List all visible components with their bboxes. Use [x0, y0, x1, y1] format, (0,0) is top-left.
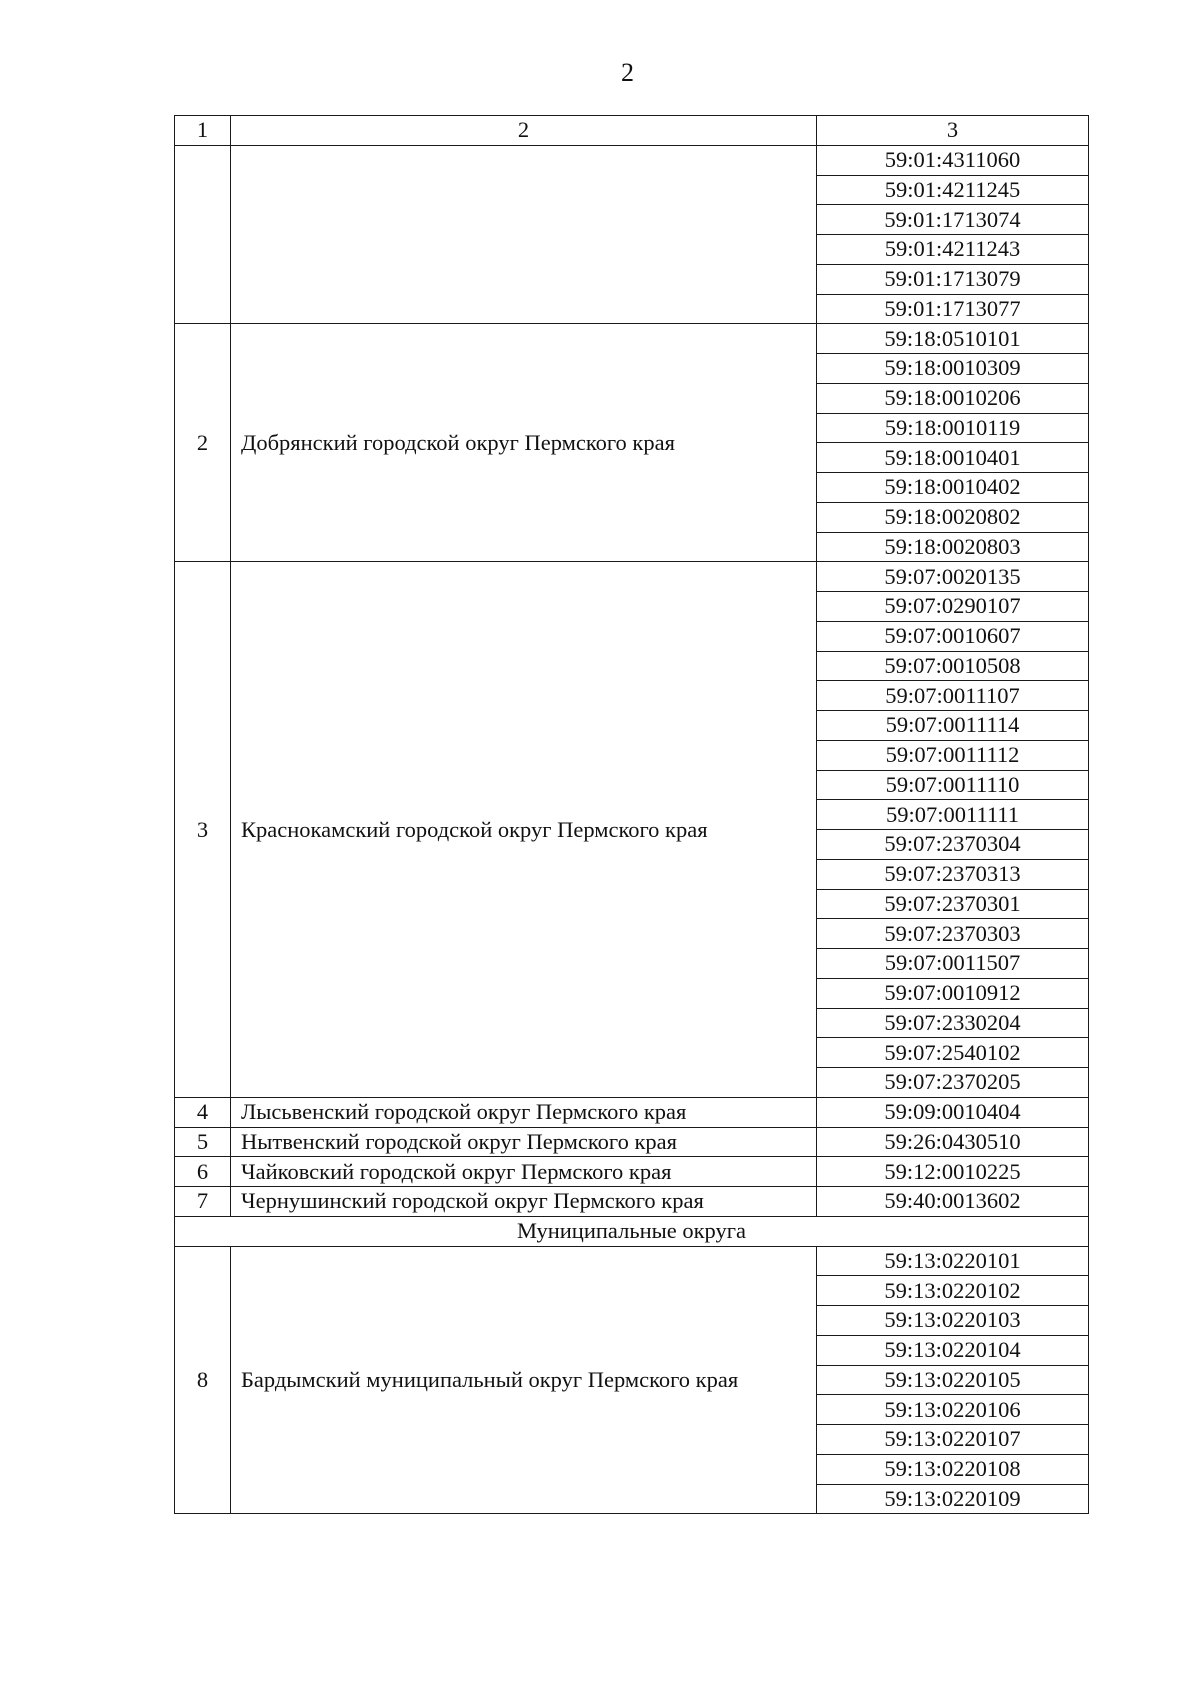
section-row: [175, 1216, 1089, 1246]
table-row: [175, 1127, 1089, 1157]
district-name: Лысьвенский городской округ Пермского края: [231, 1097, 817, 1127]
row-number: 3: [175, 562, 231, 1098]
cadastral-code: 59:07:0011112: [817, 740, 1089, 770]
cadastral-code: 59:07:0011107: [817, 681, 1089, 711]
cadastral-code: 59:01:1713074: [817, 205, 1089, 235]
row-number: [175, 145, 231, 324]
cadastral-code: 59:07:0011507: [817, 949, 1089, 979]
cadastral-code: 59:26:0430510: [817, 1127, 1089, 1157]
cadastral-code: 59:18:0010309: [817, 354, 1089, 384]
header-col-3: 3: [817, 116, 1089, 146]
table-row: [175, 1246, 1089, 1276]
cadastral-code: 59:01:1713079: [817, 264, 1089, 294]
cadastral-code: 59:13:0220106: [817, 1395, 1089, 1425]
cadastral-code: 59:07:0010912: [817, 978, 1089, 1008]
cadastral-code: 59:07:2370301: [817, 889, 1089, 919]
cadastral-code: 59:13:0220102: [817, 1276, 1089, 1306]
district-name: Добрянский городской округ Пермского края: [231, 324, 817, 562]
cadastral-code: 59:18:0010119: [817, 413, 1089, 443]
cadastral-code: 59:13:0220103: [817, 1306, 1089, 1336]
cadastral-code: 59:07:2330204: [817, 1008, 1089, 1038]
cadastral-code: 59:09:0010404: [817, 1097, 1089, 1127]
cadastral-code: 59:13:0220109: [817, 1484, 1089, 1514]
cadastral-code: 59:07:0011114: [817, 711, 1089, 741]
cadastral-code: 59:18:0020803: [817, 532, 1089, 562]
cadastral-code: 59:18:0020802: [817, 502, 1089, 532]
cadastral-code: 59:01:4211245: [817, 175, 1089, 205]
row-number: 7: [175, 1187, 231, 1217]
row-number: 2: [175, 324, 231, 562]
row-number: 4: [175, 1097, 231, 1127]
cadastral-code: 59:07:2370304: [817, 830, 1089, 860]
table-body: [175, 116, 1089, 1514]
header-row: [175, 116, 1089, 146]
header-col-1: 1: [175, 116, 231, 146]
cadastral-code: 59:40:0013602: [817, 1187, 1089, 1217]
cadastral-code: 59:13:0220107: [817, 1425, 1089, 1455]
cadastral-code: 59:13:0220108: [817, 1454, 1089, 1484]
table-row: [175, 1097, 1089, 1127]
table-row: [175, 324, 1089, 354]
cadastral-code: 59:13:0220101: [817, 1246, 1089, 1276]
cadastral-code: 59:18:0010401: [817, 443, 1089, 473]
table-row: [175, 145, 1089, 175]
cadastral-code: 59:07:0020135: [817, 562, 1089, 592]
district-name: [231, 145, 817, 324]
table-row: [175, 1187, 1089, 1217]
cadastral-code: 59:01:4211243: [817, 235, 1089, 265]
district-name: Чайковский городской округ Пермского края: [231, 1157, 817, 1187]
district-name: Нытвенский городской округ Пермского края: [231, 1127, 817, 1157]
cadastral-code: 59:07:0010508: [817, 651, 1089, 681]
header-col-2: 2: [231, 116, 817, 146]
cadastral-table: [174, 115, 1089, 1514]
cadastral-code: 59:07:2370205: [817, 1068, 1089, 1098]
row-number: 6: [175, 1157, 231, 1187]
table-row: [175, 562, 1089, 592]
district-name: Чернушинский городской округ Пермского края: [231, 1187, 817, 1217]
cadastral-code: 59:07:2370303: [817, 919, 1089, 949]
cadastral-code: 59:07:2540102: [817, 1038, 1089, 1068]
page-number: 2: [621, 58, 634, 87]
cadastral-code: 59:07:0010607: [817, 621, 1089, 651]
cadastral-code: 59:18:0010402: [817, 473, 1089, 503]
district-name: Краснокамский городской округ Пермского края: [231, 562, 817, 1098]
district-name: Бардымский муниципальный округ Пермского края: [231, 1246, 817, 1514]
cadastral-code: 59:07:2370313: [817, 859, 1089, 889]
cadastral-code: 59:07:0290107: [817, 592, 1089, 622]
section-title: Муниципальные округа: [175, 1216, 1089, 1246]
cadastral-code: 59:01:4311060: [817, 145, 1089, 175]
cadastral-code: 59:18:0510101: [817, 324, 1089, 354]
cadastral-code: 59:07:0011110: [817, 770, 1089, 800]
cadastral-code: 59:13:0220104: [817, 1335, 1089, 1365]
cadastral-code: 59:07:0011111: [817, 800, 1089, 830]
cadastral-code: 59:01:1713077: [817, 294, 1089, 324]
cadastral-code: 59:12:0010225: [817, 1157, 1089, 1187]
cadastral-code: 59:18:0010206: [817, 383, 1089, 413]
table-row: [175, 1157, 1089, 1187]
row-number: 5: [175, 1127, 231, 1157]
cadastral-code: 59:13:0220105: [817, 1365, 1089, 1395]
row-number: 8: [175, 1246, 231, 1514]
